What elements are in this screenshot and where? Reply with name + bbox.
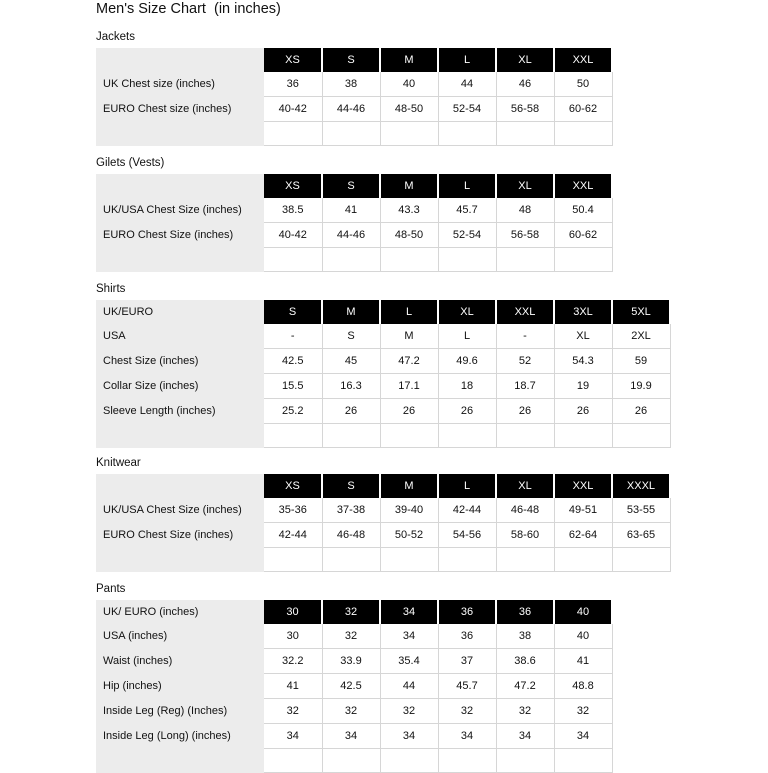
size-table-knitwear: [96, 474, 671, 572]
blank-row: [96, 248, 612, 272]
blank-cell: [264, 122, 322, 146]
table-cell: 38.6: [496, 649, 554, 674]
table-row: [96, 349, 670, 374]
table-cell: 41: [264, 674, 322, 699]
row-label: UK/EURO: [96, 300, 264, 324]
size-header-cell: L: [380, 300, 438, 324]
table-cell: 45: [322, 349, 380, 374]
table-cell: 30: [264, 624, 322, 649]
table-cell: 36: [438, 624, 496, 649]
table-cell: 34: [438, 724, 496, 749]
table-cell: 2XL: [612, 324, 670, 349]
size-header-cell: S: [322, 48, 380, 72]
blank-cell: [612, 424, 670, 448]
row-label: [96, 474, 264, 498]
table-row: [96, 724, 612, 749]
size-header-cell: XXL: [554, 174, 612, 198]
blank-cell: [322, 424, 380, 448]
row-label: [96, 48, 264, 72]
table-cell: 44: [380, 674, 438, 699]
table-cell: XL: [554, 324, 612, 349]
blank-cell: [380, 122, 438, 146]
table-cell: 37-38: [322, 498, 380, 523]
row-label: Inside Leg (Reg) (Inches): [96, 699, 264, 724]
size-header-cell: XXL: [554, 474, 612, 498]
size-header-cell: XL: [438, 300, 496, 324]
blank-cell: [264, 248, 322, 272]
table-cell: 46-48: [496, 498, 554, 523]
blank-row: [96, 548, 670, 572]
blank-cell: [496, 749, 554, 773]
row-label: Collar Size (inches): [96, 374, 264, 399]
table-cell: 17.1: [380, 374, 438, 399]
blank-cell: [438, 122, 496, 146]
blank-cell: [554, 248, 612, 272]
table-cell: 34: [380, 724, 438, 749]
table-cell: 34: [322, 724, 380, 749]
blank-cell: [554, 749, 612, 773]
table-cell: 42-44: [264, 523, 322, 548]
size-header-cell: XS: [264, 48, 322, 72]
table-header-row: [96, 174, 612, 198]
blank-cell: [612, 548, 670, 572]
table-cell: 54-56: [438, 523, 496, 548]
table-row: [96, 97, 612, 122]
table-cell: 19.9: [612, 374, 670, 399]
table-cell: 52-54: [438, 223, 496, 248]
table-cell: S: [322, 324, 380, 349]
row-label: UK/ EURO (inches): [96, 600, 264, 624]
blank-cell: [264, 548, 322, 572]
table-row: [96, 624, 612, 649]
size-header-cell: 40: [554, 600, 612, 624]
table-cell: 53-55: [612, 498, 670, 523]
table-cell: 32: [322, 699, 380, 724]
table-cell: 50.4: [554, 198, 612, 223]
table-cell: 40-42: [264, 97, 322, 122]
blank-cell: [438, 248, 496, 272]
table-cell: 42.5: [264, 349, 322, 374]
table-row: [96, 498, 670, 523]
table-cell: 49.6: [438, 349, 496, 374]
table-cell: 40: [554, 624, 612, 649]
table-cell: 44-46: [322, 223, 380, 248]
section-title-knitwear: Knitwear: [96, 457, 141, 469]
size-header-cell: 30: [264, 600, 322, 624]
table-row: [96, 198, 612, 223]
size-table-jackets: [96, 48, 613, 146]
table-cell: 45.7: [438, 198, 496, 223]
table-cell: 26: [496, 399, 554, 424]
table-cell: 47.2: [380, 349, 438, 374]
table-cell: 25.2: [264, 399, 322, 424]
size-header-cell: 32: [322, 600, 380, 624]
table-cell: 15.5: [264, 374, 322, 399]
table-row: [96, 649, 612, 674]
table-row: [96, 223, 612, 248]
blank-cell: [380, 548, 438, 572]
blank-row: [96, 424, 670, 448]
table-cell: 50-52: [380, 523, 438, 548]
table-cell: 48-50: [380, 97, 438, 122]
blank-cell: [96, 122, 264, 146]
blank-cell: [322, 548, 380, 572]
size-header-cell: M: [380, 48, 438, 72]
size-header-cell: 3XL: [554, 300, 612, 324]
row-label: UK/USA Chest Size (inches): [96, 498, 264, 523]
table-cell: 63-65: [612, 523, 670, 548]
size-header-cell: 34: [380, 600, 438, 624]
table-cell: 59: [612, 349, 670, 374]
table-header-row: [96, 300, 670, 324]
size-header-cell: S: [264, 300, 322, 324]
table-cell: 32: [496, 699, 554, 724]
blank-cell: [322, 749, 380, 773]
table-cell: 32: [438, 699, 496, 724]
page-title: Men's Size Chart (in inches): [96, 1, 281, 17]
size-header-cell: M: [380, 174, 438, 198]
size-header-cell: XL: [496, 474, 554, 498]
table-cell: 34: [496, 724, 554, 749]
size-header-cell: S: [322, 474, 380, 498]
size-header-cell: M: [380, 474, 438, 498]
table-cell: 44-46: [322, 97, 380, 122]
blank-cell: [96, 548, 264, 572]
table-row: [96, 674, 612, 699]
table-cell: 52-54: [438, 97, 496, 122]
table-cell: 56-58: [496, 97, 554, 122]
blank-row: [96, 122, 612, 146]
table-cell: 32.2: [264, 649, 322, 674]
table-cell: 32: [264, 699, 322, 724]
row-label: EURO Chest Size (inches): [96, 223, 264, 248]
table-cell: 26: [322, 399, 380, 424]
blank-cell: [96, 248, 264, 272]
blank-cell: [380, 248, 438, 272]
table-header-row: [96, 474, 670, 498]
blank-cell: [496, 248, 554, 272]
table-cell: 42-44: [438, 498, 496, 523]
table-cell: 40-42: [264, 223, 322, 248]
table-cell: -: [496, 324, 554, 349]
table-row: [96, 699, 612, 724]
size-header-cell: S: [322, 174, 380, 198]
table-cell: 48.8: [554, 674, 612, 699]
blank-cell: [322, 248, 380, 272]
table-cell: 46-48: [322, 523, 380, 548]
size-header-cell: XXL: [496, 300, 554, 324]
table-header-row: [96, 48, 612, 72]
size-table-pants: [96, 600, 613, 773]
blank-cell: [380, 424, 438, 448]
blank-cell: [496, 122, 554, 146]
table-cell: 35-36: [264, 498, 322, 523]
size-header-cell: XS: [264, 474, 322, 498]
size-header-cell: XL: [496, 48, 554, 72]
blank-cell: [264, 424, 322, 448]
table-cell: 47.2: [496, 674, 554, 699]
table-cell: 36: [264, 72, 322, 97]
row-label: USA: [96, 324, 264, 349]
blank-cell: [554, 122, 612, 146]
section-title-jackets: Jackets: [96, 31, 135, 43]
size-header-cell: XXXL: [612, 474, 670, 498]
table-cell: 42.5: [322, 674, 380, 699]
row-label: Chest Size (inches): [96, 349, 264, 374]
table-cell: 32: [380, 699, 438, 724]
size-header-cell: 36: [496, 600, 554, 624]
table-cell: 26: [380, 399, 438, 424]
size-header-cell: 36: [438, 600, 496, 624]
table-cell: 49-51: [554, 498, 612, 523]
section-title-gilets: Gilets (Vests): [96, 157, 165, 169]
table-cell: 38: [496, 624, 554, 649]
table-cell: 41: [554, 649, 612, 674]
blank-cell: [438, 749, 496, 773]
size-header-cell: XXL: [554, 48, 612, 72]
table-cell: 46: [496, 72, 554, 97]
blank-row: [96, 749, 612, 773]
size-table-shirts: [96, 300, 671, 448]
blank-cell: [96, 749, 264, 773]
row-label: USA (inches): [96, 624, 264, 649]
blank-cell: [554, 548, 612, 572]
table-cell: 44: [438, 72, 496, 97]
table-row: [96, 374, 670, 399]
row-label: UK Chest size (inches): [96, 72, 264, 97]
row-label: UK/USA Chest Size (inches): [96, 198, 264, 223]
size-table-gilets: [96, 174, 613, 272]
blank-cell: [264, 749, 322, 773]
row-label: EURO Chest size (inches): [96, 97, 264, 122]
row-label: Inside Leg (Long) (inches): [96, 724, 264, 749]
table-cell: 35.4: [380, 649, 438, 674]
row-label: EURO Chest Size (inches): [96, 523, 264, 548]
table-cell: 34: [264, 724, 322, 749]
size-header-cell: M: [322, 300, 380, 324]
size-header-cell: L: [438, 474, 496, 498]
blank-cell: [322, 122, 380, 146]
table-cell: 60-62: [554, 223, 612, 248]
table-cell: 52: [496, 349, 554, 374]
table-cell: 56-58: [496, 223, 554, 248]
table-row: [96, 523, 670, 548]
table-cell: 38: [322, 72, 380, 97]
table-cell: L: [438, 324, 496, 349]
table-row: [96, 72, 612, 97]
table-cell: 40: [380, 72, 438, 97]
row-label: [96, 174, 264, 198]
blank-cell: [554, 424, 612, 448]
table-cell: 34: [380, 624, 438, 649]
table-cell: 26: [438, 399, 496, 424]
blank-cell: [438, 424, 496, 448]
row-label: Sleeve Length (inches): [96, 399, 264, 424]
size-header-cell: L: [438, 174, 496, 198]
table-header-row: [96, 600, 612, 624]
table-cell: 48-50: [380, 223, 438, 248]
size-header-cell: XS: [264, 174, 322, 198]
table-cell: 26: [612, 399, 670, 424]
table-cell: 34: [554, 724, 612, 749]
section-title-shirts: Shirts: [96, 283, 126, 295]
size-header-cell: XL: [496, 174, 554, 198]
table-cell: 32: [322, 624, 380, 649]
table-row: [96, 399, 670, 424]
table-cell: 38.5: [264, 198, 322, 223]
table-cell: 18.7: [496, 374, 554, 399]
table-cell: 39-40: [380, 498, 438, 523]
table-cell: 48: [496, 198, 554, 223]
table-cell: 45.7: [438, 674, 496, 699]
table-cell: 37: [438, 649, 496, 674]
table-cell: 58-60: [496, 523, 554, 548]
table-cell: 18: [438, 374, 496, 399]
table-cell: 41: [322, 198, 380, 223]
table-cell: 32: [554, 699, 612, 724]
table-cell: 16.3: [322, 374, 380, 399]
table-cell: 62-64: [554, 523, 612, 548]
table-cell: 50: [554, 72, 612, 97]
size-header-cell: 5XL: [612, 300, 670, 324]
blank-cell: [496, 548, 554, 572]
blank-cell: [496, 424, 554, 448]
table-cell: 33.9: [322, 649, 380, 674]
table-cell: 43.3: [380, 198, 438, 223]
table-cell: -: [264, 324, 322, 349]
section-title-pants: Pants: [96, 583, 126, 595]
table-row: [96, 324, 670, 349]
row-label: Hip (inches): [96, 674, 264, 699]
table-cell: 19: [554, 374, 612, 399]
table-cell: 26: [554, 399, 612, 424]
table-cell: 54.3: [554, 349, 612, 374]
row-label: Waist (inches): [96, 649, 264, 674]
blank-cell: [380, 749, 438, 773]
blank-cell: [96, 424, 264, 448]
blank-cell: [438, 548, 496, 572]
table-cell: M: [380, 324, 438, 349]
size-header-cell: L: [438, 48, 496, 72]
table-cell: 60-62: [554, 97, 612, 122]
